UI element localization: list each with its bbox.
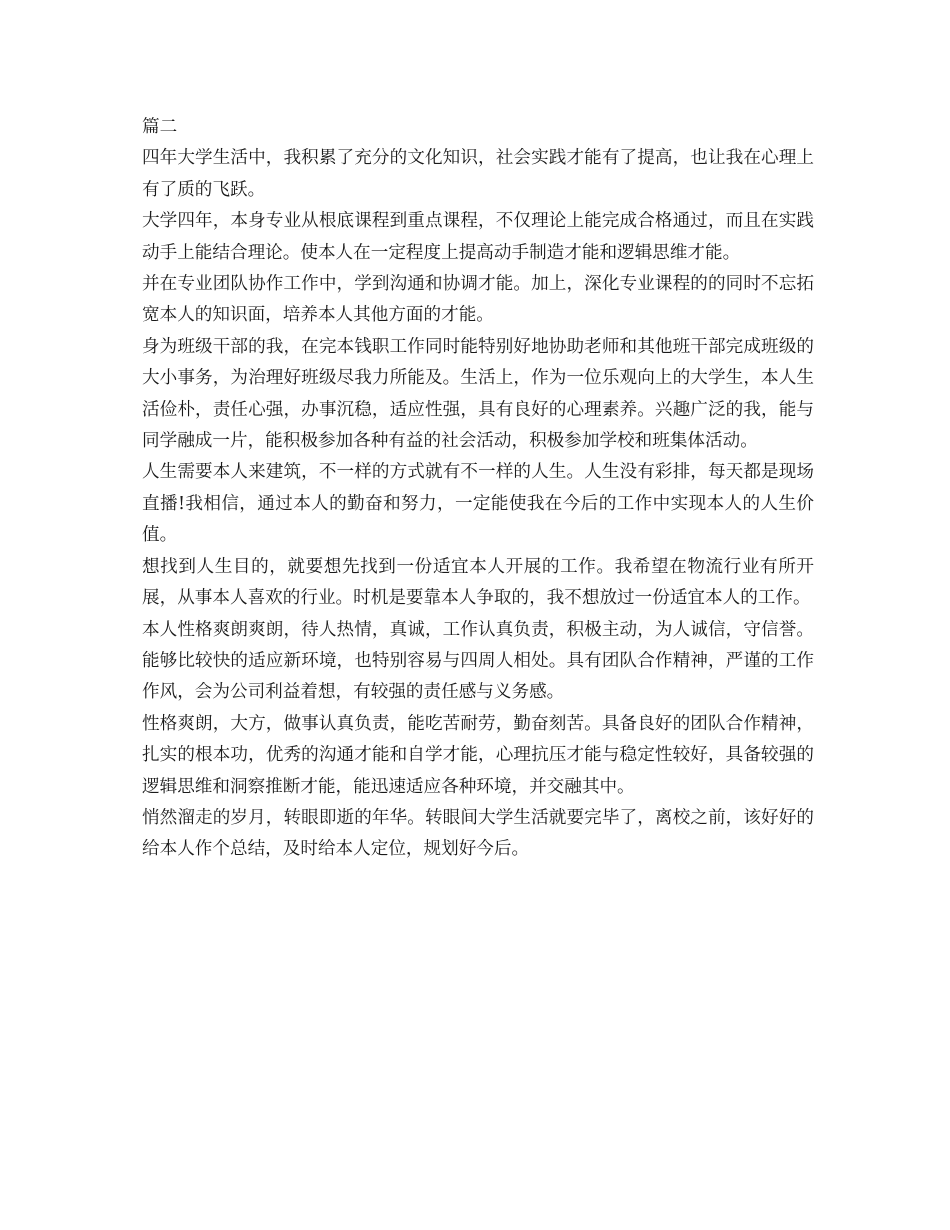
paragraph-6: 想找到人生目的，就要想先找到一份适宜本人开展的工作。我希望在物流行业有所开展，从事本人喜欢的行业。时机是要靠本人争取的，我不想放过一份适宜本人的工作。 — [142, 556, 814, 609]
section-heading: 篇二 — [142, 117, 178, 137]
paragraph-8: 性格爽朗，大方，做事认真负责，能吃苦耐劳，勤奋刻苦。具备良好的团队合作精神，扎实的根本功，优秀的沟通才能和自学才能，心理抗压才能与稳定性较好，具备较强的逻辑思维和洞察推断才能，能迅速适应各种环境，并交融其中。 — [142, 713, 814, 797]
paragraph-7: 本人性格爽朗爽朗，待人热情，真诚，工作认真负责，积极主动，为人诚信，守信誉。能够比较快的适应新环境，也特别容易与四周人相处。具有团队合作精神，严谨的工作作风，会为公司利益着想，有较强的责任感与义务感。 — [142, 619, 814, 703]
paragraph-2: 大学四年，本身专业从根底课程到重点课程，不仅理论上能完成合格通过，而且在实践动手上能结合理论。使本人在一定程度上提高动手制造才能和逻辑思维才能。 — [142, 211, 814, 263]
paragraph-4: 身为班级干部的我，在完本钱职工作同时能特别好地协助老师和其他班干部完成班级的大小事务，为治理好班级尽我力所能及。生活上，作为一位乐观向上的大学生，本人生活俭朴，责任心强，办事沉稳，适应性强，具有良好的心理素养。兴趣广泛的我，能与同学融成一片，能积极参加各种有益的社会活动，积极参加学校和班集体活动。 — [142, 336, 814, 452]
paragraph-1: 四年大学生活中，我积累了充分的文化知识，社会实践才能有了提高，也让我在心理上有了质的飞跃。 — [142, 148, 814, 200]
paragraph-3: 并在专业团队协作工作中，学到沟通和协调才能。加上，深化专业课程的的同时不忘拓宽本人的知识面，培养本人其他方面的才能。 — [142, 274, 814, 326]
document-body — [142, 112, 814, 866]
paragraph-5: 人生需要本人来建筑，不一样的方式就有不一样的人生。人生没有彩排，每天都是现场直播!我相信，通过本人的勤奋和努力，一定能使我在今后的工作中实现本人的人生价值。 — [142, 462, 814, 546]
paragraph-9: 悄然溜走的岁月，转眼即逝的年华。转眼间大学生活就要完毕了，离校之前，该好好的给本人作个总结，及时给本人定位，规划好今后。 — [142, 807, 814, 860]
